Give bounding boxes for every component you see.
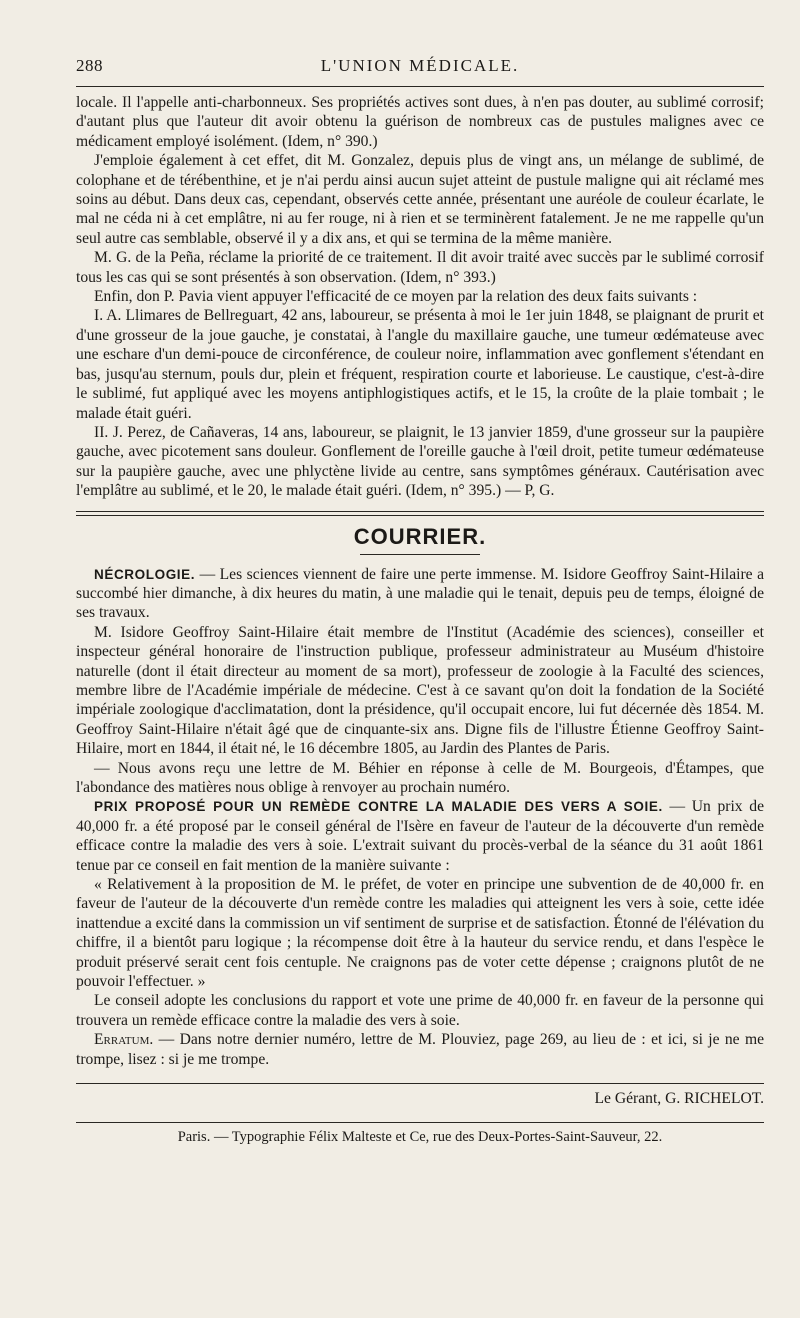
header-rule (76, 86, 764, 87)
erratum-label: Erratum. (94, 1031, 154, 1049)
case-one-paragraph: I. A. Llimares de Bellreguart, 42 ans, laboureur, se présenta à moi le 1er juin 1848, se plaignant de prurit et d'une grosseur de la joue gauche, je constatai, à l'angle du maxillaire gauche, une tumeur œdémateuse avec une eschare d'un demi-pouce de circonférence, de couleur noire, inflammation avec gonflement s'étendant en bas, jusqu'au sternum, pouls dur, plein et fréquent, respiration courte et laborieuse. Le caustique, c'est-à-dire le sublimé, fut appliqué avec les moyens antiphlogistiques actifs, et le 15, la croûte de la plaie tombait ; le malade était guéri. (76, 307, 764, 422)
necrology-label: NÉCROLOGIE. (94, 566, 196, 582)
prize-conclusion: Le conseil adopte les conclusions du rapport et vote une prime de 40,000 fr. en faveur de la personne qui trouvera un remède efficace contre la maladie des vers à soie. (76, 992, 764, 1029)
footer-rule (76, 1122, 764, 1123)
journal-title: L'UNION MÉDICALE. (320, 56, 520, 75)
prize-label: PRIX PROPOSÉ POUR UN REMÈDE CONTRE LA MALADIE DES VERS A SOIE. (94, 799, 663, 815)
necrology-paragraph-2: M. Isidore Geoffroy Saint-Hilaire était membre de l'Institut (Académie des sciences), conseiller et inspecteur général honoraire de l'instruction publique, professeur administrateur au Muséum d'histoire naturelle (dont il était directeur au moment de sa mort), professeur de zoologie à la Faculté des sciences, membre libre de l'Académie impériale de médecine. C'est à ce savant qu'on doit la fondation de la Société impériale zoologique d'acclimatation, dont la présidence, qu'il occupait encore, lui fut décernée dès 1854. M. Geoffroy Saint-Hilaire n'était âgé que de cinquante-six ans. Digne fils de l'illustre Étienne Geoffroy Saint-Hilaire, mort en 1844, il était né, le 16 décembre 1805, au Jardin des Plantes de Paris. (76, 623, 764, 758)
gerant-signature: Le Gérant, G. RICHELOT. (594, 1090, 764, 1108)
case-two-paragraph: II. J. Perez, de Cañaveras, 14 ans, laboureur, se plaignit, le 13 janvier 1859, d'une grosseur sur la paupière gauche, avec picotement sans douleur. Gonflement de l'oreille gauche à l'œil droit, petite tumeur œdémateuse sur la paupière gauche, avec une phlyctène livide au centre, sans symptômes généraux. Cautérisation avec l'emplâtre au sublimé, et le 20, le malade était guéri. (Idem, n° 395.) — P, G. (76, 423, 764, 500)
section-divider (76, 511, 764, 516)
necrology-text: — Les sciences viennent de faire une perte immense. M. Isidore Geoffroy Saint-Hilaire a succombé hier dimanche, à dix heures du matin, à une maladie qui le tenait, depuis peu de temps, éloigné de ses travaux. (76, 565, 764, 622)
prize-quote: « Relativement à la proposition de M. le préfet, de voter en principe une subvention de de 40,000 fr. en faveur de l'auteur de la découverte d'un remède contre les maladies qui atteignent les vers à soie, cette idée inattendue a excité dans la commission un vif sentiment de surprise et de satisfaction. Étonné de l'élévation du chiffre, il a bientôt paru logique ; la récompense doit être à la hauteur du service rendu, et dans l'espèce le produit préservé serait cent fois centuple. Ne craignons pas de voter cette dépense ; craignons plutôt de ne pouvoir l'effectuer. » (76, 876, 764, 991)
courrier-title: COURRIER. (353, 523, 487, 549)
erratum-text: — Dans notre dernier numéro, lettre de M. Plouviez, page 269, au lieu de : et ici, si je ne me trompe, lisez : si je me trompe. (76, 1031, 764, 1068)
title-underline (360, 554, 480, 555)
necrology-paragraph (76, 565, 764, 623)
article-paragraph-3: M. G. de la Peña, réclame la priorité de ce traitement. Il dit avoir traité avec succès par le sublimé corrosif tous les cas qui se sont présentés à son observation. (Idem, n° 393.) (76, 249, 764, 286)
prize-text: — Un prix de 40,000 fr. a été proposé par le conseil général de l'Isère en faveur de l'auteur de la découverte d'un remède efficace contre la maladie des vers à soie. L'extrait suivant du procès-verbal de la séance du 31 août 1861 tenue par ce conseil en fait mention de la manière suivante : (76, 798, 764, 874)
page-number: 288 (76, 56, 103, 75)
running-head (76, 52, 764, 84)
article-paragraph-1: locale. Il l'appelle anti-charbonneux. Ses propriétés actives sont dues, à n'en pas douter, au sublimé corrosif; d'autant plus que l'auteur dit avoir obtenu la guérison de nombreux cas de pustules malignes avec ce médicament employé isolément. (Idem, n° 390.) (76, 94, 764, 150)
prize-paragraph (76, 797, 764, 875)
erratum-paragraph (76, 1030, 764, 1069)
article-paragraph-4: Enfin, don P. Pavia vient appuyer l'efficacité de ce moyen par la relation des deux faits suivants : (94, 288, 698, 306)
printer-imprint: Paris. — Typographie Félix Malteste et Ce, rue des Deux-Portes-Saint-Sauveur, 22. (177, 1129, 663, 1146)
behier-note: — Nous avons reçu une lettre de M. Béhier en réponse à celle de M. Bourgeois, d'Étampes, que l'abondance des matières nous oblige à renvoyer au prochain numéro. (76, 759, 764, 796)
article-paragraph-2: J'emploie également à cet effet, dit M. Gonzalez, depuis plus de vingt ans, un mélange de sublimé, de colophane et de térébenthine, et je n'ai perdu ainsi aucun sujet atteint de pustule maligne qui ait réclamé mes soins au début. Dans deux cas, cependant, observés cette année, présentant une auréole de couleur écarlate, le mal ne céda ni à cet emplâtre, ni au fer rouge, ni à rien et se terminèrent fatalement. Je ne me rappelle qu'un seul autre cas semblable, observé il y a dix ans, et qui se termina de la même manière. (76, 152, 764, 247)
signature-rule (76, 1083, 764, 1084)
